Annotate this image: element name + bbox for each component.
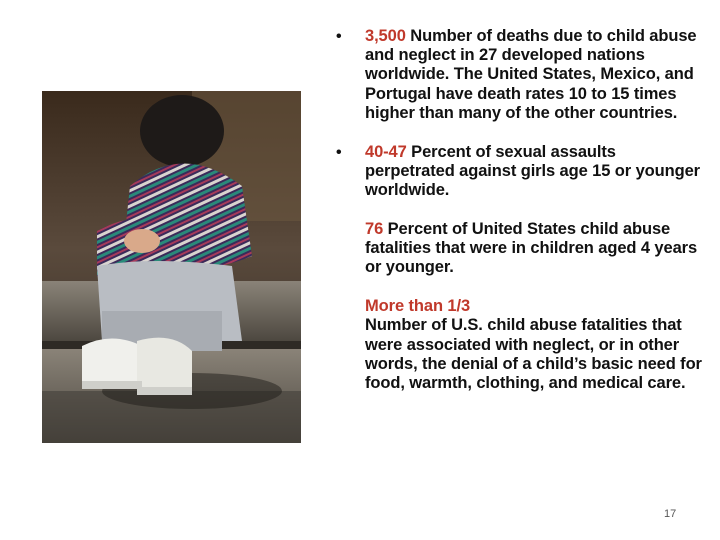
stat-item-neglect — [336, 297, 708, 393]
stat-item-sexual-assaults — [336, 143, 708, 201]
stat-item-deaths — [336, 27, 708, 123]
stat-highlight: 3,500 — [365, 27, 406, 45]
bullet: • — [336, 28, 342, 45]
stat-description: Number of deaths due to child abuse and neglect in 27 developed nations worldwide. The United States, Mexico, and Portugal have death rates 10 to 15 times higher than many of the other countries. — [365, 27, 697, 122]
child-photo-illustration — [42, 91, 301, 443]
stat-highlight: More than 1/3 — [365, 297, 471, 316]
stat-highlight: 40-47 — [365, 143, 407, 162]
bullet: • — [336, 144, 342, 162]
stat-description: Percent of United States child abuse fatalities that were in children aged 4 years or younger. — [365, 219, 698, 277]
stat-description: Percent of sexual assaults perpetrated against girls age 15 or younger worldwide. — [365, 143, 700, 200]
child-photo — [42, 91, 301, 443]
stat-highlight: 76 — [365, 219, 384, 238]
page-number: 17 — [664, 508, 677, 520]
statistics-list — [336, 27, 708, 393]
stat-description: Number of U.S. child abuse fatalities that were associated with neglect, or in other words, the denial of a child’s basic need for food, warmth, clothing, and medical care. — [365, 316, 702, 393]
stat-item-young-fatalities — [336, 220, 708, 278]
